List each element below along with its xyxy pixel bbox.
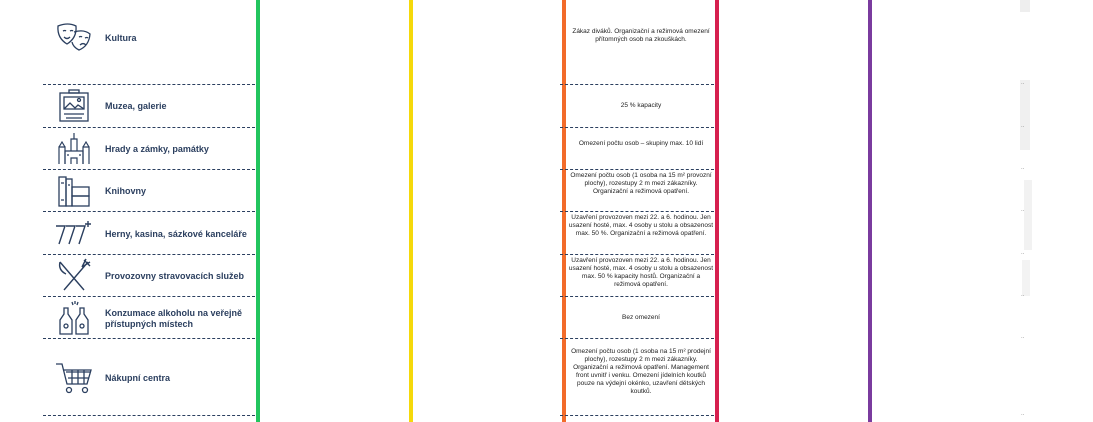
- row-label: Konzumace alkoholu na veřejně přístupných místech: [105, 308, 243, 329]
- row-label: Hrady a zámky, památky: [105, 144, 209, 154]
- row-label: Knihovny: [105, 186, 147, 196]
- row-separator: [560, 296, 714, 297]
- row-separator: [43, 254, 255, 255]
- row-separator: [560, 127, 714, 128]
- row-separator: [43, 211, 255, 212]
- orange-level-cell: Uzavření provozoven mezi 22. a 6. hodinou. Jen usazení hosté, max. 4 osoby u stolu a obsazenost max. 50 % kapacity hostů. Organizační a režimová opatření.: [568, 257, 714, 288]
- purple-level-line: [868, 0, 872, 422]
- row-label: Herny, kasina, sázkové kanceláře: [105, 229, 247, 239]
- orange-level-cell: 25 % kapacity: [620, 102, 662, 109]
- slot-777-icon: [52, 216, 96, 252]
- separator-dot: ..: [1021, 334, 1025, 340]
- theater-masks-icon: [52, 20, 96, 56]
- row-separator: [43, 296, 255, 297]
- separator-dot: ..: [1021, 411, 1025, 417]
- separator-dot: ..: [1021, 207, 1025, 213]
- row-separator: [560, 84, 714, 85]
- red-level-line: [715, 0, 719, 422]
- row-separator: [560, 254, 714, 255]
- orange-level-cell: Omezení počtu osob – skupiny max. 10 lidí: [578, 140, 704, 147]
- row-label: Kultura: [105, 33, 137, 43]
- orange-level-cell: Zákaz diváků. Organizační a režimová omezení přítomných osob na zkouškách.: [572, 28, 710, 43]
- bottles-cheers-icon: [52, 300, 96, 336]
- separator-dot: ..: [1021, 250, 1025, 256]
- separator-dot: ..: [1021, 80, 1025, 86]
- separator-dot: ..: [1021, 292, 1025, 298]
- separator-dot: ..: [1021, 165, 1025, 171]
- row-separator: [43, 338, 255, 339]
- yellow-level-line: [409, 0, 413, 422]
- row-separator: [43, 127, 255, 128]
- shopping-cart-icon: [52, 360, 96, 396]
- row-label: Nákupní centra: [105, 373, 171, 383]
- row-separator: [43, 415, 255, 416]
- orange-level-cell: Bez omezení: [622, 314, 660, 321]
- castle-icon: [52, 131, 96, 167]
- row-separator: [560, 338, 714, 339]
- separator-dot: ..: [1021, 123, 1025, 129]
- row-label: Provozovny stravovacích služeb: [105, 271, 245, 281]
- row-separator: [43, 84, 255, 85]
- orange-level-cell: Omezení počtu osob (1 osoba na 15 m² prodejní plochy), rozestupy 2 m mezi zákazníky. Organizační a režimová opatření. Management front uvnitř i venku. Omezení jídelních koutků pouze na výdejní okénko, uzavření dětských koutků.: [571, 348, 711, 395]
- fork-knife-icon: [52, 258, 96, 294]
- row-separator: [560, 211, 714, 212]
- row-separator: [560, 415, 714, 416]
- books-icon: [52, 173, 96, 209]
- row-separator: [560, 169, 714, 170]
- orange-level-cell: Omezení počtu osob (1 osoba na 15 m² provozní plochy), rozestupy 2 m mezi zákazníky. Organizační a režimová opatření.: [570, 172, 712, 195]
- green-level-line: [256, 0, 260, 422]
- museum-picture-icon: [52, 88, 96, 124]
- row-separator: [43, 169, 255, 170]
- orange-level-cell: Uzavření provozoven mezi 22. a 6. hodinou. Jen usazení hosté, max. 4 osoby u stolu a obsazenost max. 50 %. Organizační a režimová opatření.: [568, 214, 714, 237]
- row-label: Muzea, galerie: [105, 101, 167, 111]
